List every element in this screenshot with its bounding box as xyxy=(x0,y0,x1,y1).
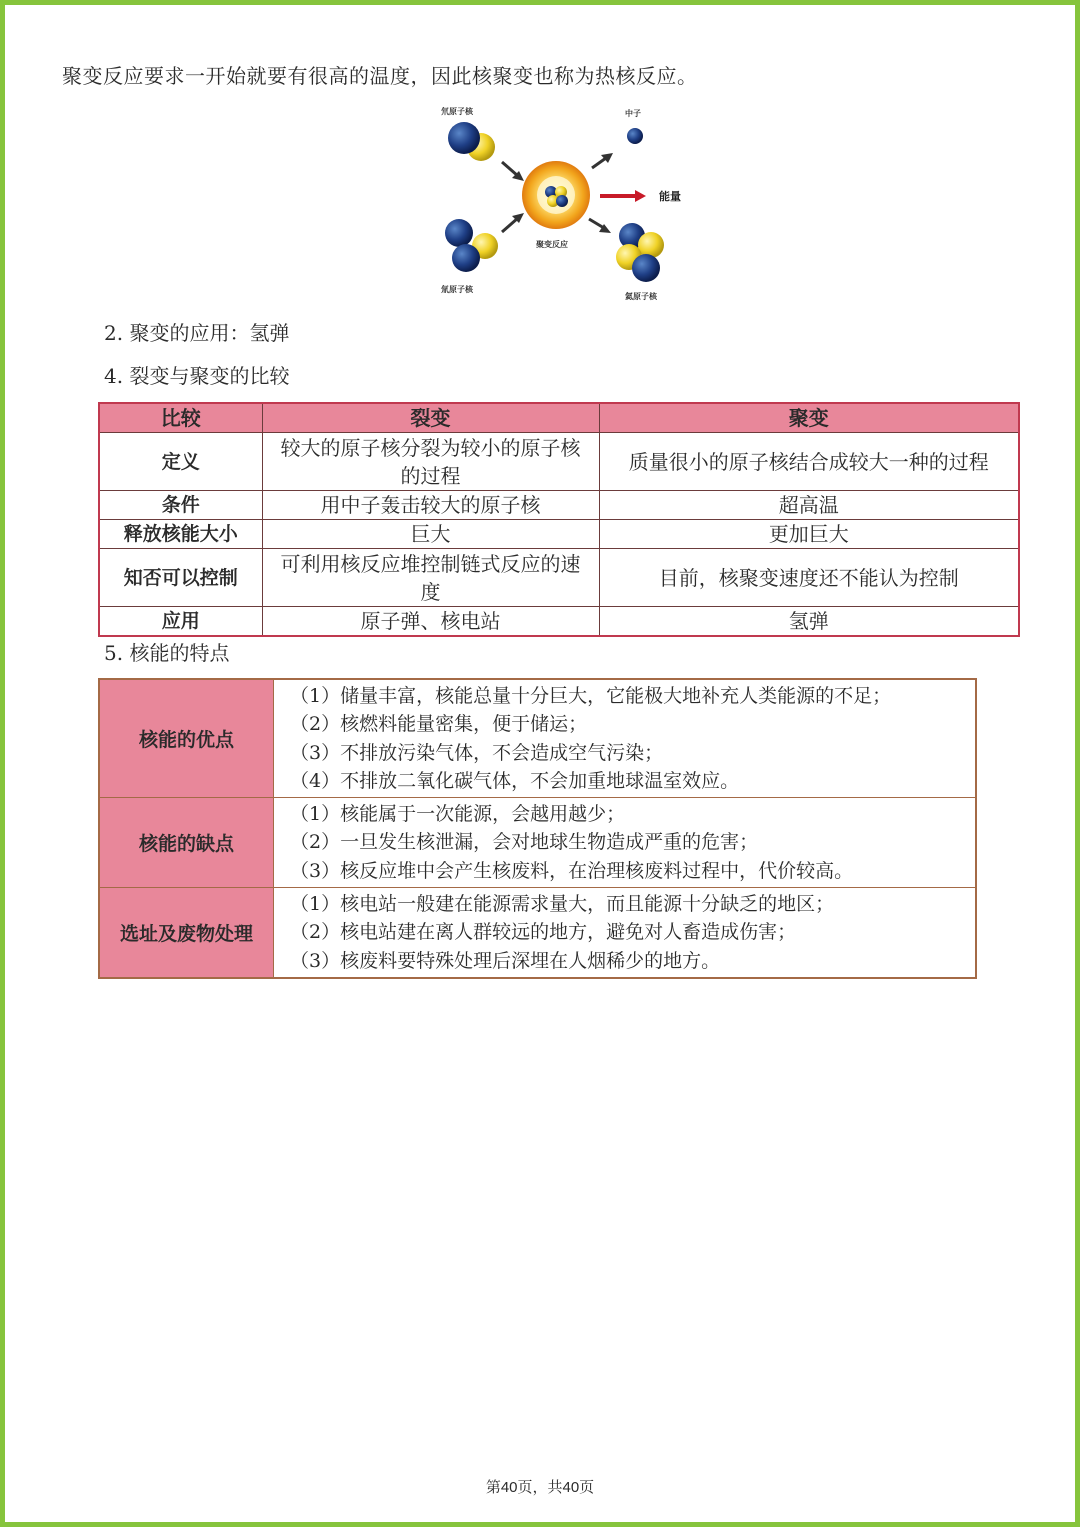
tritium-label: 氚原子核 xyxy=(441,285,473,294)
comparison-table xyxy=(98,402,1020,637)
siting-label: 选址及废物处理 xyxy=(99,888,274,978)
features-table xyxy=(98,678,977,979)
page-number: 第40页，共40页 xyxy=(485,1479,595,1496)
fission-cell: 用中子轰击较大的原子核 xyxy=(262,491,599,520)
siting-list xyxy=(274,888,977,978)
neutron-label: 中子 xyxy=(625,109,641,118)
list-item: （3）不排放污染气体，不会造成空气污染； xyxy=(290,741,664,764)
fusion-cell: 质量很小的原子核结合成较大一种的过程 xyxy=(599,433,1019,491)
disadvantages-list xyxy=(274,798,977,888)
list-item: （1）储量丰富，核能总量十分巨大，它能极大地补充人类能源的不足； xyxy=(290,685,892,707)
section-heading-5: 5. 核能的特点 xyxy=(104,641,230,665)
arrow-in-bottom xyxy=(502,213,524,232)
feature-row-disadvantages xyxy=(99,798,976,888)
deuterium-nucleus xyxy=(448,122,495,161)
list-item: （4）不排放二氧化碳气体，不会加重地球温室效应。 xyxy=(290,769,740,792)
table-row xyxy=(99,549,1019,607)
fusion-core xyxy=(522,161,590,229)
table-row xyxy=(99,520,1019,549)
row-label: 知否可以控制 xyxy=(99,549,262,607)
header-fusion: 聚变 xyxy=(599,403,1019,433)
arrow-out-neutron xyxy=(592,153,613,168)
list-item: （1）核电站一般建在能源需求量大，而且能源十分缺乏的地区； xyxy=(290,893,835,916)
fusion-cell: 目前，核聚变速度还不能认为控制 xyxy=(599,549,1019,607)
deuterium-label: 氘原子核 xyxy=(441,107,473,116)
fission-cell: 巨大 xyxy=(262,520,599,549)
header-fission: 裂变 xyxy=(262,403,599,433)
list-item: （2）核燃料能量密集，便于储运； xyxy=(290,713,588,736)
list-item: （2）核电站建在离人群较远的地方，避免对人畜造成伤害； xyxy=(290,921,797,944)
fission-cell: 原子弹、核电站 xyxy=(262,607,599,637)
table-row xyxy=(99,491,1019,520)
energy-arrow xyxy=(600,190,646,202)
intro-paragraph: 聚变反应要求一开始就要有很高的温度，因此核聚变也称为热核反应。 xyxy=(62,64,698,88)
table-header-row xyxy=(99,403,1019,433)
list-item: （3）核反应堆中会产生核废料，在治理核废料过程中，代价较高。 xyxy=(290,859,854,882)
helium-nucleus xyxy=(616,223,664,282)
list-item: （2）一旦发生核泄漏，会对地球生物造成严重的危害； xyxy=(290,831,759,854)
fission-cell: 较大的原子核分裂为较小的原子核的过程 xyxy=(262,433,599,491)
feature-row-siting xyxy=(99,888,976,978)
neutron-particle xyxy=(627,128,643,144)
fusion-reaction-label: 聚变反应 xyxy=(536,240,568,249)
tritium-nucleus xyxy=(445,219,498,272)
fusion-diagram xyxy=(432,100,688,305)
disadvantages-label: 核能的缺点 xyxy=(99,798,274,888)
fusion-cell: 氢弹 xyxy=(599,607,1019,637)
section-heading-4: 4. 裂变与聚变的比较 xyxy=(104,364,290,388)
row-label: 应用 xyxy=(99,607,262,637)
header-compare: 比较 xyxy=(99,403,262,433)
row-label: 条件 xyxy=(99,491,262,520)
row-label: 定义 xyxy=(99,433,262,491)
arrow-out-helium xyxy=(589,219,611,233)
row-label: 释放核能大小 xyxy=(99,520,262,549)
advantages-list xyxy=(274,679,977,798)
feature-row-advantages xyxy=(99,679,976,798)
advantages-label: 核能的优点 xyxy=(99,679,274,798)
helium-label: 氦原子核 xyxy=(625,292,657,301)
list-item: （3）核废料要特殊处理后深埋在人烟稀少的地方。 xyxy=(290,949,721,972)
fusion-cell: 超高温 xyxy=(599,491,1019,520)
table-row xyxy=(99,433,1019,491)
arrow-in-top xyxy=(502,162,524,181)
energy-label: 能量 xyxy=(659,190,681,203)
section-heading-2: 2. 聚变的应用：氢弹 xyxy=(104,321,290,345)
fission-cell: 可利用核反应堆控制链式反应的速度 xyxy=(262,549,599,607)
fusion-cell: 更加巨大 xyxy=(599,520,1019,549)
list-item: （1）核能属于一次能源，会越用越少； xyxy=(290,803,626,826)
table-row xyxy=(99,607,1019,637)
